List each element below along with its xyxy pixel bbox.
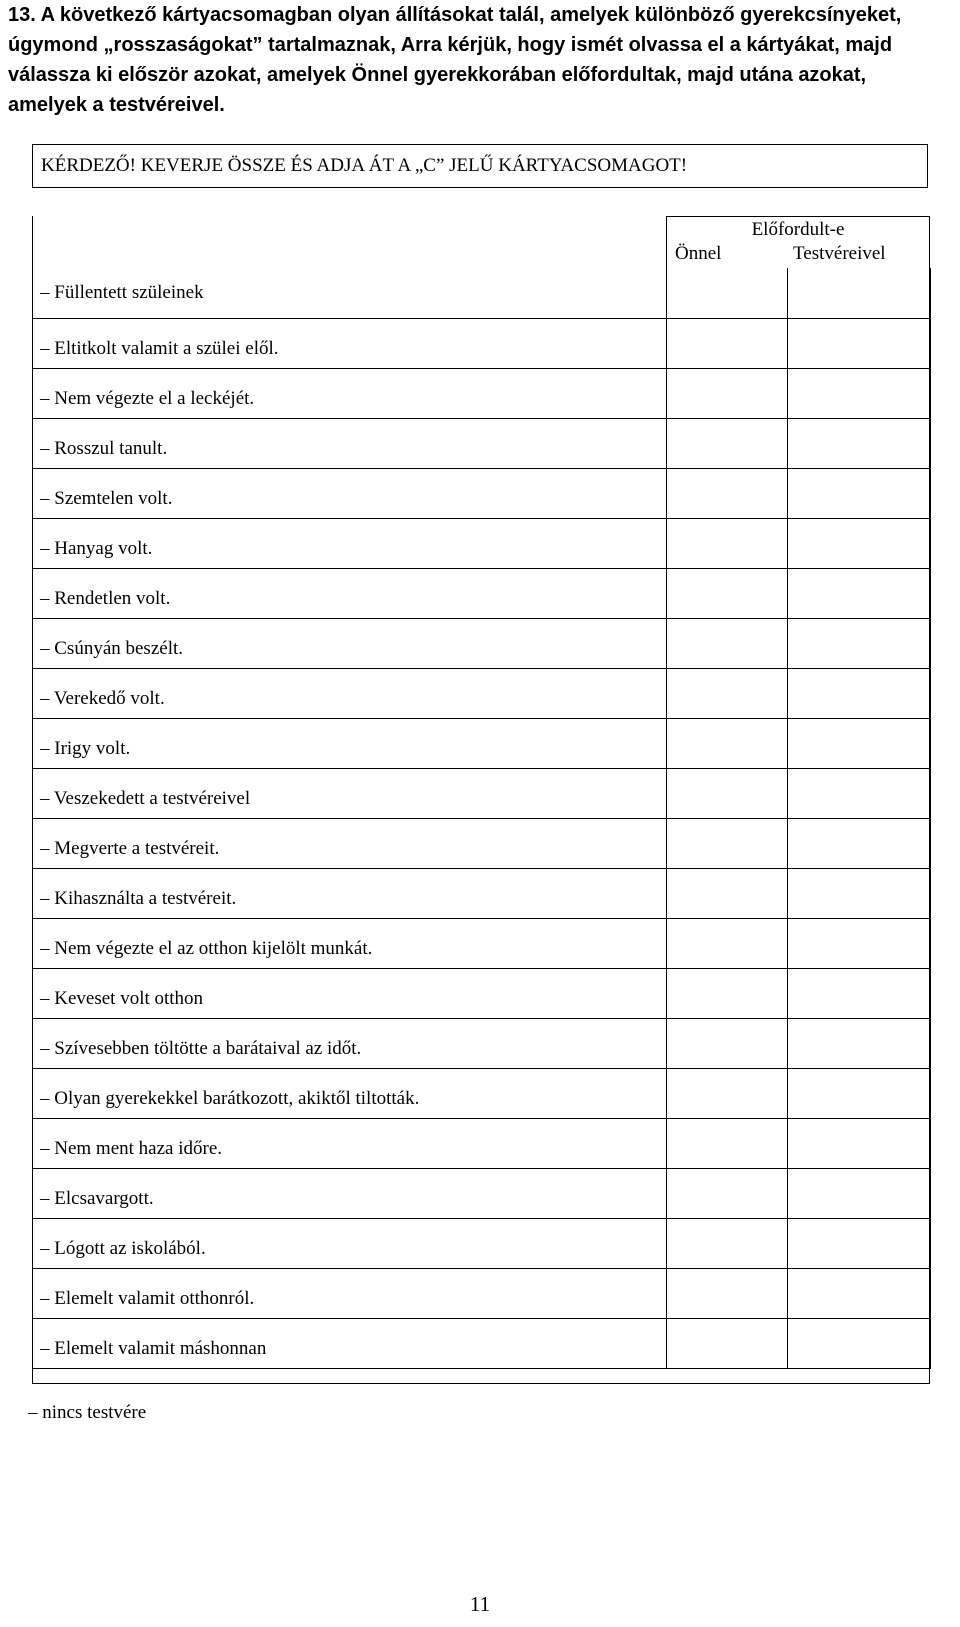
checkbox-cell-siblings[interactable] bbox=[787, 1268, 930, 1318]
page-number: 11 bbox=[469, 1592, 491, 1616]
statement-label: – Eltitkolt valamit a szülei elől. bbox=[40, 337, 279, 359]
statement-label: – Nem végezte el a leckéjét. bbox=[40, 387, 255, 409]
statement-label: – Szemtelen volt. bbox=[40, 487, 173, 509]
checkbox-cell-siblings[interactable] bbox=[787, 418, 930, 468]
checkbox-cell-siblings[interactable] bbox=[787, 1168, 930, 1218]
checkbox-cell-self[interactable] bbox=[666, 318, 787, 368]
header-col-siblings: Testvéreivel bbox=[793, 243, 886, 264]
statement-cell bbox=[32, 968, 666, 1018]
statement-cell bbox=[32, 318, 666, 368]
table-row bbox=[32, 1268, 930, 1318]
table-row bbox=[32, 268, 930, 318]
statement-cell bbox=[32, 1318, 666, 1368]
checkbox-cell-self[interactable] bbox=[666, 968, 787, 1018]
no-sibling-option: – nincs testvére bbox=[28, 1402, 147, 1423]
checkbox-cell-siblings[interactable] bbox=[787, 618, 930, 668]
checkbox-cell-self[interactable] bbox=[666, 468, 787, 518]
statements-table bbox=[32, 268, 931, 1369]
checkbox-cell-siblings[interactable] bbox=[787, 318, 930, 368]
checkbox-cell-self[interactable] bbox=[666, 868, 787, 918]
checkbox-cell-siblings[interactable] bbox=[787, 518, 930, 568]
checkbox-cell-self[interactable] bbox=[666, 1168, 787, 1218]
table-row bbox=[32, 918, 930, 968]
table-row bbox=[32, 368, 930, 418]
checkbox-cell-self[interactable] bbox=[666, 618, 787, 668]
table-row bbox=[32, 1068, 930, 1118]
table-row bbox=[32, 318, 930, 368]
checkbox-cell-siblings[interactable] bbox=[787, 468, 930, 518]
table-row bbox=[32, 468, 930, 518]
statement-cell bbox=[32, 1018, 666, 1068]
checkbox-cell-siblings[interactable] bbox=[787, 1018, 930, 1068]
checkbox-cell-siblings[interactable] bbox=[787, 368, 930, 418]
statement-label: – Füllentett szüleinek bbox=[40, 281, 204, 303]
statement-cell bbox=[32, 468, 666, 518]
statement-cell bbox=[32, 618, 666, 668]
statement-label: – Megverte a testvéreit. bbox=[40, 837, 220, 859]
statement-cell bbox=[32, 518, 666, 568]
checkbox-cell-self[interactable] bbox=[666, 668, 787, 718]
statement-cell bbox=[32, 368, 666, 418]
table-header bbox=[666, 216, 930, 268]
checkbox-cell-self[interactable] bbox=[666, 368, 787, 418]
statement-cell bbox=[32, 718, 666, 768]
statement-cell bbox=[32, 1268, 666, 1318]
checkbox-cell-self[interactable] bbox=[666, 268, 787, 318]
table-row bbox=[32, 618, 930, 668]
statement-label: – Lógott az iskolából. bbox=[40, 1237, 206, 1259]
table-row bbox=[32, 1168, 930, 1218]
statement-label: – Verekedő volt. bbox=[40, 687, 165, 709]
checkbox-cell-siblings[interactable] bbox=[787, 1218, 930, 1268]
checkbox-cell-self[interactable] bbox=[666, 1268, 787, 1318]
header-col-self: Önnel bbox=[675, 243, 722, 264]
checkbox-cell-siblings[interactable] bbox=[787, 668, 930, 718]
statement-label: – Elcsavargott. bbox=[40, 1187, 154, 1209]
checkbox-cell-self[interactable] bbox=[666, 568, 787, 618]
statement-label: – Rendetlen volt. bbox=[40, 587, 171, 609]
checkbox-cell-self[interactable] bbox=[666, 818, 787, 868]
table-row bbox=[32, 418, 930, 468]
checkbox-cell-self[interactable] bbox=[666, 1318, 787, 1368]
table-row bbox=[32, 1018, 930, 1068]
checkbox-cell-self[interactable] bbox=[666, 1018, 787, 1068]
table-row bbox=[32, 968, 930, 1018]
statement-label: – Hanyag volt. bbox=[40, 537, 153, 559]
statement-cell bbox=[32, 1068, 666, 1118]
statement-label: – Elemelt valamit otthonról. bbox=[40, 1287, 255, 1309]
checkbox-cell-siblings[interactable] bbox=[787, 918, 930, 968]
checkbox-cell-siblings[interactable] bbox=[787, 718, 930, 768]
statement-cell bbox=[32, 268, 666, 318]
statement-label: – Rosszul tanult. bbox=[40, 437, 168, 459]
statement-label: – Csúnyán beszélt. bbox=[40, 637, 184, 659]
table-row bbox=[32, 868, 930, 918]
checkbox-cell-siblings[interactable] bbox=[787, 268, 930, 318]
checkbox-cell-siblings[interactable] bbox=[787, 1318, 930, 1368]
statement-label: – Nem ment haza időre. bbox=[40, 1137, 223, 1159]
table-row bbox=[32, 568, 930, 618]
table-row bbox=[32, 718, 930, 768]
statement-cell bbox=[32, 1168, 666, 1218]
table-row bbox=[32, 1218, 930, 1268]
checkbox-cell-self[interactable] bbox=[666, 918, 787, 968]
checkbox-cell-siblings[interactable] bbox=[787, 868, 930, 918]
table-row bbox=[32, 1118, 930, 1168]
checkbox-cell-siblings[interactable] bbox=[787, 568, 930, 618]
table-row bbox=[32, 818, 930, 868]
statement-cell bbox=[32, 568, 666, 618]
statement-cell bbox=[32, 1118, 666, 1168]
statement-cell bbox=[32, 918, 666, 968]
checkbox-cell-self[interactable] bbox=[666, 718, 787, 768]
checkbox-cell-self[interactable] bbox=[666, 1218, 787, 1268]
interviewer-instruction: KÉRDEZŐ! KEVERJE ÖSSZE ÉS ADJA ÁT A „C” JELŰ KÁRTYACSOMAGOT! bbox=[32, 144, 928, 188]
statement-label: – Veszekedett a testvéreivel bbox=[40, 787, 251, 809]
checkbox-cell-siblings[interactable] bbox=[787, 968, 930, 1018]
statement-label: – Kihasználta a testvéreit. bbox=[40, 887, 237, 909]
statement-cell bbox=[32, 418, 666, 468]
checkbox-cell-siblings[interactable] bbox=[787, 818, 930, 868]
question-text: 13. A következő kártyacsomagban olyan állításokat talál, amelyek különböző gyerekcsínyeket, úgymond „rosszaságokat” tartalmaznak, Arra kérjük, hogy ismét olvassa el a kártyákat, majd válassza ki először azokat, amelyek Önnel gyerekkorában előfordultak, majd utána azokat, amelyek a testvéreivel. bbox=[8, 4, 902, 116]
table-row bbox=[32, 768, 930, 818]
statement-label: – Elemelt valamit máshonnan bbox=[40, 1337, 267, 1359]
statement-cell bbox=[32, 768, 666, 818]
statement-label: – Szívesebben töltötte a barátaival az időt. bbox=[40, 1037, 362, 1059]
checkbox-cell-self[interactable] bbox=[666, 1068, 787, 1118]
checkbox-cell-siblings[interactable] bbox=[787, 768, 930, 818]
checkbox-cell-self[interactable] bbox=[666, 768, 787, 818]
statement-label: – Keveset volt otthon bbox=[40, 987, 204, 1009]
header-occurred: Előfordult-e bbox=[751, 219, 845, 240]
table-row bbox=[32, 518, 930, 568]
table-row bbox=[32, 1318, 930, 1368]
checkbox-cell-self[interactable] bbox=[666, 418, 787, 468]
checkbox-cell-self[interactable] bbox=[666, 1118, 787, 1168]
statement-cell bbox=[32, 668, 666, 718]
checkbox-cell-siblings[interactable] bbox=[787, 1068, 930, 1118]
table-row bbox=[32, 668, 930, 718]
statement-label: – Nem végezte el az otthon kijelölt munkát. bbox=[40, 937, 373, 959]
statement-label: – Irigy volt. bbox=[40, 737, 131, 759]
checkbox-cell-siblings[interactable] bbox=[787, 1118, 930, 1168]
checkbox-cell-self[interactable] bbox=[666, 518, 787, 568]
statement-cell bbox=[32, 818, 666, 868]
statement-cell bbox=[32, 1218, 666, 1268]
statement-label: – Olyan gyerekekkel barátkozott, akiktől tiltották. bbox=[40, 1087, 420, 1109]
statement-cell bbox=[32, 868, 666, 918]
